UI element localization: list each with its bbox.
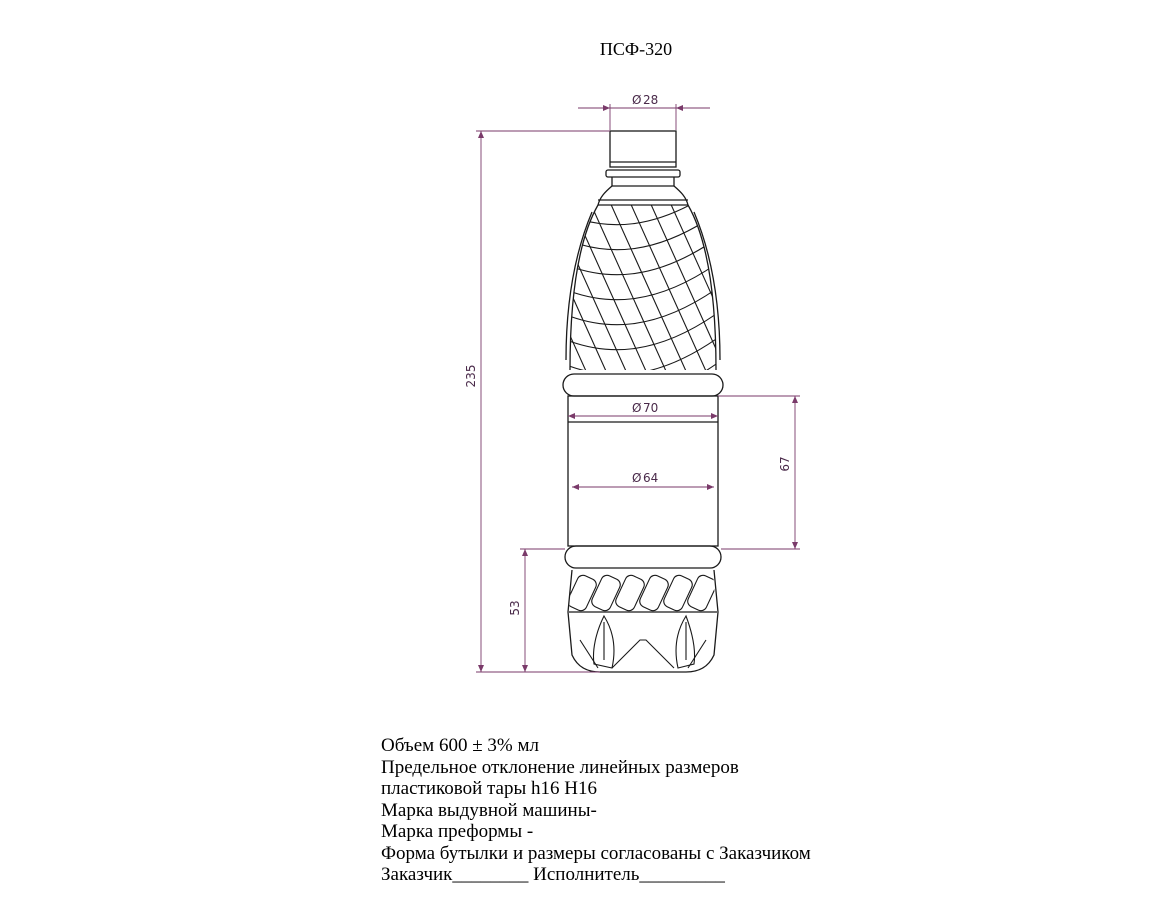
note-signatures: Заказчик________ Исполнитель_________ [381, 864, 725, 885]
total-height-label: 235 [464, 364, 478, 388]
neck-diameter-dim [632, 93, 658, 107]
waist-diameter-dim [632, 471, 658, 485]
shoulder-lattice [500, 175, 750, 400]
note-tolerance: Предельное отклонение линейных размеров [381, 756, 739, 778]
body-diameter-label: 70 [643, 401, 659, 415]
base-ribs [566, 573, 718, 612]
specification-notes [381, 735, 811, 886]
neck-ring [606, 170, 680, 177]
note-tolerance-class: пластиковой тары h16 H16 [381, 778, 597, 799]
label-height-label: 67 [778, 456, 792, 472]
diameter-symbol: Ø [632, 401, 642, 415]
base-height-label: 53 [508, 600, 522, 616]
petaloid-feet [580, 616, 706, 668]
dimension-lines [476, 104, 800, 672]
neck-diameter-label: 28 [643, 93, 659, 107]
body-diameter-dim [632, 401, 658, 415]
drawing-title: ПСФ-320 [599, 39, 673, 59]
waist-diameter-label: 64 [643, 471, 659, 485]
diameter-symbol: Ø [632, 93, 642, 107]
upper-ring [563, 374, 723, 396]
note-blow-machine: Марка выдувной машины- [381, 799, 597, 821]
lower-ring [565, 546, 721, 568]
note-preform: Марка преформы - [381, 821, 534, 842]
diameter-symbol: Ø [632, 471, 642, 485]
note-volume: Объем 600 ± 3% мл [381, 735, 539, 756]
note-approval: Форма бутылки и размеры согласованы с Заказчиком [381, 842, 811, 864]
